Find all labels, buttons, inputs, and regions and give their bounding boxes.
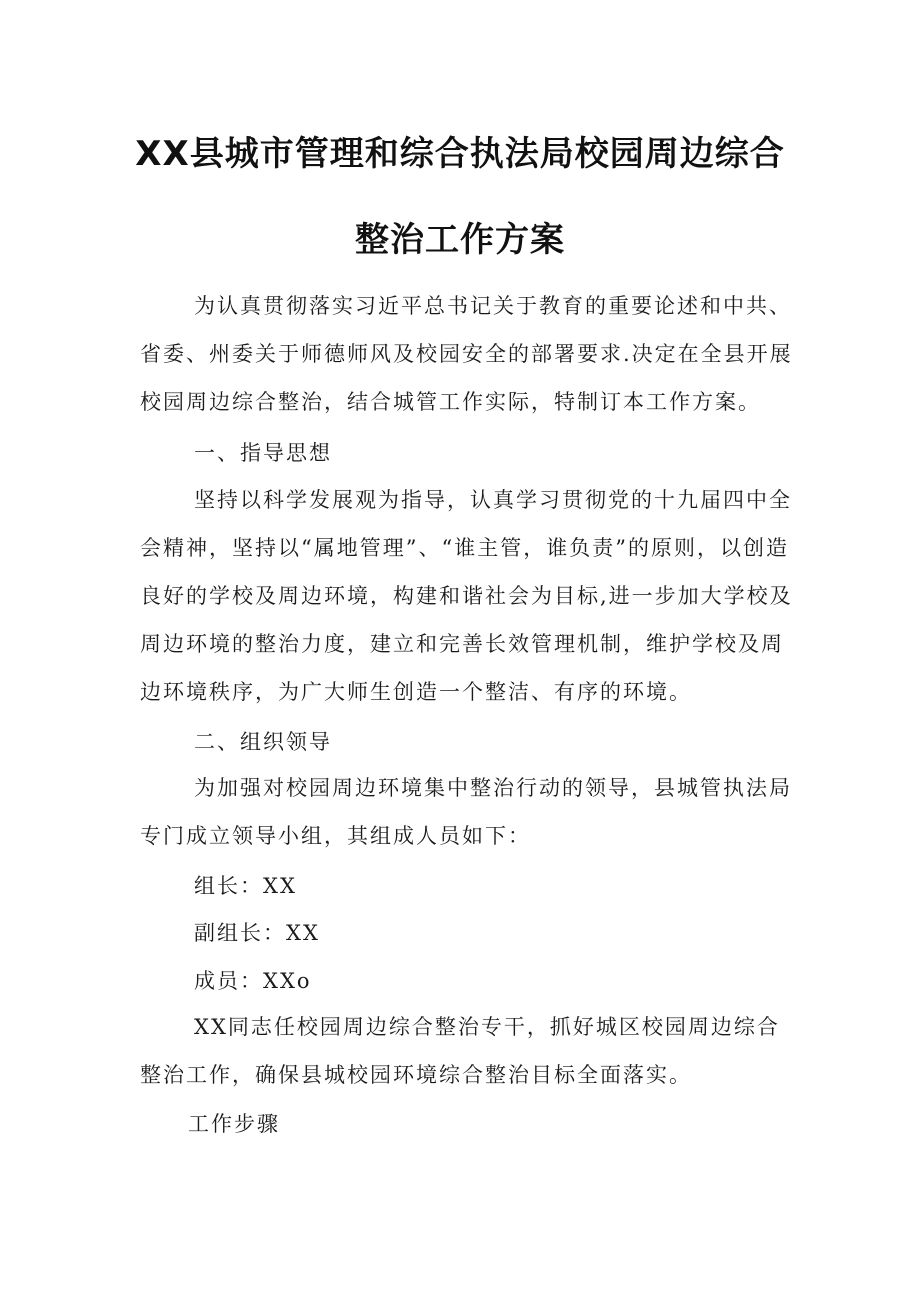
intro-block bbox=[140, 282, 800, 426]
section-1-block bbox=[140, 476, 800, 716]
section-3-heading: 工作步骤 bbox=[188, 1112, 280, 1136]
intro-paragraph: 为认真贯彻落实习近平总书记关于教育的重要论述和中共、省委、州委关于师德师风及校园安全的部署要求.决定在全县开展校园周边综合整治，结合城管工作实际，特制订本工作方案。 bbox=[140, 294, 793, 414]
section-2-block bbox=[140, 764, 800, 860]
section-1-paragraph: 坚持以科学发展观为指导，认真学习贯彻党的十九届四中全会精神，坚持以“属地管理”、“谁主管，谁负责”的原则，以创造良好的学校及周边环境，构建和谐社会为目标,进一步加大学校及周边环境的整治力度，建立和完善长效管理机制，维护学校及周边环境秩序，为广大师生创造一个整洁、有序的环境。 bbox=[140, 488, 793, 704]
deputy-leader-line: 副组长：XX bbox=[194, 921, 320, 945]
duty-block bbox=[140, 1003, 800, 1099]
section-2-heading: 二、组织领导 bbox=[194, 730, 332, 754]
section-1-heading: 一、指导思想 bbox=[194, 441, 332, 465]
document-title-line-1: XX县城市管理和综合执法局校园周边综合 bbox=[135, 134, 785, 174]
document-title-line-2: 整治工作方案 bbox=[355, 220, 565, 260]
leader-line: 组长：XX bbox=[194, 874, 297, 898]
members-line: 成员：XXo bbox=[194, 969, 312, 993]
duty-paragraph: XX同志任校园周边综合整治专干，抓好城区校园周边综合整治工作，确保县城校园环境综合整治目标全面落实。 bbox=[140, 1015, 780, 1087]
section-2-paragraph: 为加强对校园周边环境集中整治行动的领导，县城管执法局专门成立领导小组，其组成人员如下： bbox=[140, 776, 792, 848]
